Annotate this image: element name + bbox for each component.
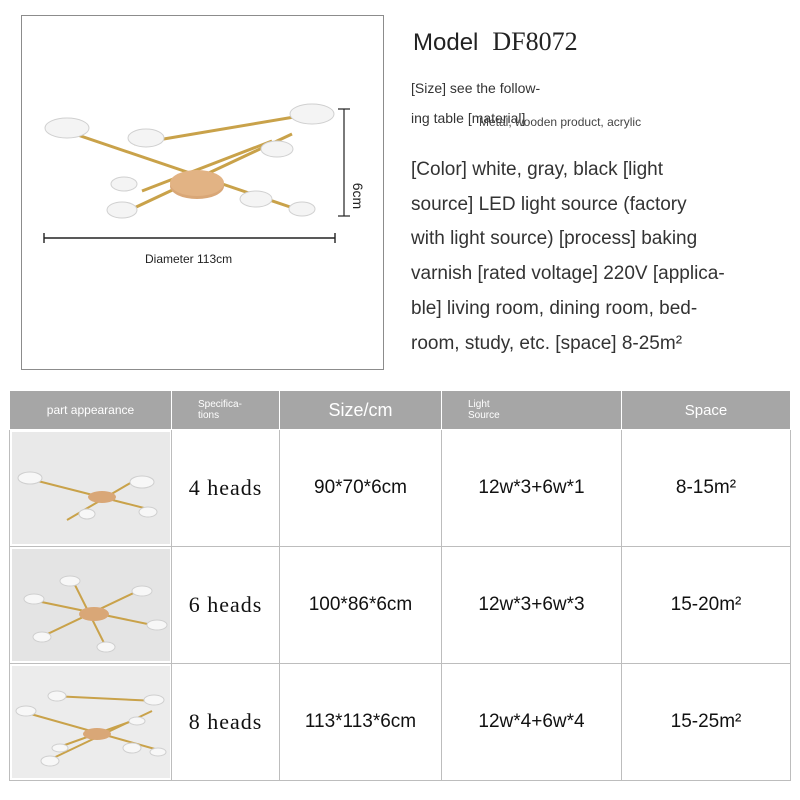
header-light-source — [442, 391, 622, 430]
table-row — [10, 547, 791, 664]
header-specifications-line2: tions — [198, 410, 220, 421]
heads-cell: 6 heads — [172, 547, 280, 664]
light-source-cell: 12w*3+6w*3 — [442, 547, 622, 664]
chandelier-4-heads-thumbnail — [12, 432, 170, 544]
header-light-source-line1: Light — [468, 399, 490, 410]
description-line: [Color] white, gray, black [light — [411, 159, 664, 180]
table-row — [10, 664, 791, 781]
material-value: Metal, wooden product, acrylic — [479, 115, 642, 129]
size-cell: 113*113*6cm — [280, 664, 442, 781]
chandelier-illustration — [22, 16, 385, 371]
space-cell: 15-20m² — [622, 547, 791, 664]
product-hero-image — [21, 15, 384, 370]
header-appearance: part appearance — [10, 391, 172, 430]
description-line: varnish [rated voltage] 220V [applica- — [411, 263, 725, 285]
specification-table — [9, 390, 791, 781]
height-dimension-label: 6cm — [350, 182, 366, 210]
appearance-cell — [10, 430, 172, 547]
size-cell: 90*70*6cm — [280, 430, 442, 547]
size-text-line-2: ing table [material] — [411, 110, 526, 126]
table-header-row — [10, 391, 791, 430]
description-line: room, study, etc. [space] 8-25m² — [411, 332, 683, 354]
heads-cell: 4 heads — [172, 430, 280, 547]
model-number: DF8072 — [492, 27, 578, 56]
size-cell: 100*86*6cm — [280, 547, 442, 664]
model-heading — [413, 27, 578, 57]
header-space: Space — [622, 391, 791, 430]
header-specifications-line1: Specifica- — [198, 399, 242, 410]
light-source-cell: 12w*4+6w*4 — [442, 664, 622, 781]
light-source-cell: 12w*3+6w*1 — [442, 430, 622, 547]
chandelier-6-heads-thumbnail — [12, 549, 170, 661]
description-line: with light source) [process] baking — [411, 228, 698, 250]
description-line: ble] living room, dining room, bed- — [411, 297, 698, 319]
table-row — [10, 430, 791, 547]
diameter-dimension-label: Diameter 113cm — [145, 252, 233, 266]
space-cell: 8-15m² — [622, 430, 791, 547]
header-specifications — [172, 391, 280, 430]
product-description — [411, 153, 771, 361]
appearance-cell — [10, 547, 172, 664]
model-label: Model — [413, 29, 479, 56]
chandelier-8-heads-thumbnail — [12, 666, 170, 778]
size-text-line-1: [Size] see the follow- — [411, 80, 541, 96]
header-light-source-line2: Source — [468, 410, 500, 421]
space-cell: 15-25m² — [622, 664, 791, 781]
header-size: Size/cm — [280, 391, 442, 430]
heads-cell: 8 heads — [172, 664, 280, 781]
description-line: source] LED light source (factory — [411, 193, 687, 215]
appearance-cell — [10, 664, 172, 781]
